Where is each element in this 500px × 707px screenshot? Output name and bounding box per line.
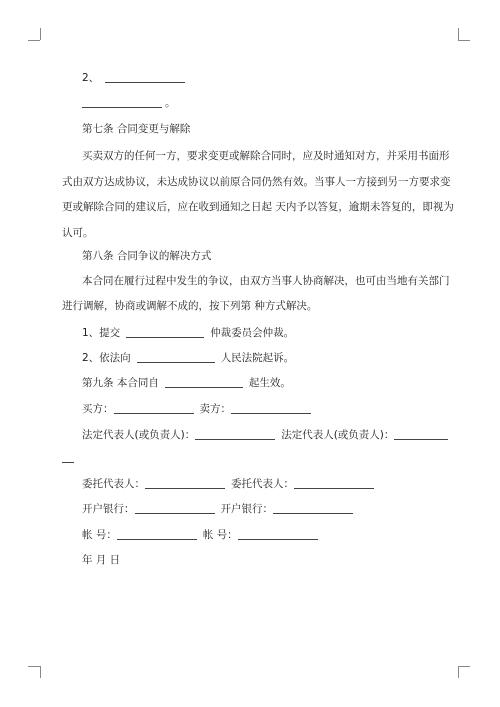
item-2-prefix: 2、 [82, 72, 100, 84]
option-1-suffix: 仲裁委员会仲裁。 [210, 327, 295, 339]
article-9-line [82, 376, 291, 390]
article-8-title: 第八条 合同争议的解决方式 [82, 250, 212, 262]
buyer-label: 买方： [82, 403, 114, 415]
blank-line-period [82, 96, 176, 110]
legal-rep-wrap-line [62, 451, 74, 465]
article-8-paragraph-line-2: 进行调解，协商或调解不成的，按下列第 种方式解决。 [62, 300, 318, 312]
article-9-prefix: 第九条 本合同自 [82, 377, 159, 389]
seller-blank [231, 402, 311, 414]
legal-rep-label-seller: 法定代表人(或负责人)： [281, 429, 395, 441]
article-7-paragraph-line-4: 认可。 [62, 227, 94, 239]
bank-label-buyer: 开户银行： [82, 503, 135, 515]
legal-rep-blank-seller-continued [62, 451, 74, 463]
bank-blank-buyer [135, 502, 215, 514]
agent-blank-seller [294, 477, 374, 489]
article-7-title: 第七条 合同变更与解除 [82, 123, 191, 135]
legal-rep-blank-seller [394, 428, 448, 440]
item-2-blank [105, 71, 185, 83]
option-2-line [82, 351, 294, 365]
account-label-seller: 帐 号： [202, 529, 238, 541]
option-1-blank [126, 326, 204, 338]
option-1-prefix: 1、提交 [82, 327, 121, 339]
period-mark: 。 [165, 97, 176, 109]
article-7-paragraph-line-1: 买卖双方的任何一方，要求变更或解除合同时，应及时通知对方，并采用书面形 [82, 150, 450, 162]
legal-rep-line [82, 428, 448, 442]
option-2-prefix: 2、依法向 [82, 352, 131, 364]
option-1-line [82, 326, 294, 340]
article-8-paragraph-line-1: 本合同在履行过程中发生的争议，由双方当事人协商解决，也可由当地有关部门 [82, 275, 450, 287]
buyer-seller-line [82, 402, 311, 416]
account-blank-seller [238, 528, 318, 540]
agent-label-buyer: 委托代表人： [82, 478, 145, 490]
agent-blank-buyer [145, 477, 225, 489]
article-9-blank [165, 376, 243, 388]
legal-rep-label-buyer: 法定代表人(或负责人)： [82, 429, 196, 441]
article-9-suffix: 起生效。 [248, 377, 291, 389]
date-line: 年 月 日 [82, 554, 121, 566]
bank-blank-seller [273, 502, 353, 514]
account-label-buyer: 帐 号： [82, 529, 117, 541]
article-7-paragraph-line-2: 式由双方达成协议，未达成协议以前原合同仍然有效。当事人一方接到另一方要求变 [62, 176, 451, 188]
legal-rep-blank-buyer [195, 428, 275, 440]
option-2-blank [137, 351, 215, 363]
account-line [82, 528, 318, 542]
bank-label-seller: 开户银行： [220, 503, 273, 515]
agent-line [82, 477, 374, 491]
option-2-suffix: 人民法院起诉。 [220, 352, 295, 364]
account-blank-buyer [117, 528, 197, 540]
buyer-blank [114, 402, 194, 414]
article-7-paragraph-line-3: 更或解除合同的建议后，应在收到通知之日起 天内予以答复，逾期未答复的，即视为 [62, 201, 454, 213]
agent-label-seller: 委托代表人： [231, 478, 294, 490]
seller-label: 卖方： [199, 403, 231, 415]
bank-line [82, 502, 353, 516]
item-2-line [82, 71, 185, 85]
standalone-blank [82, 96, 162, 108]
